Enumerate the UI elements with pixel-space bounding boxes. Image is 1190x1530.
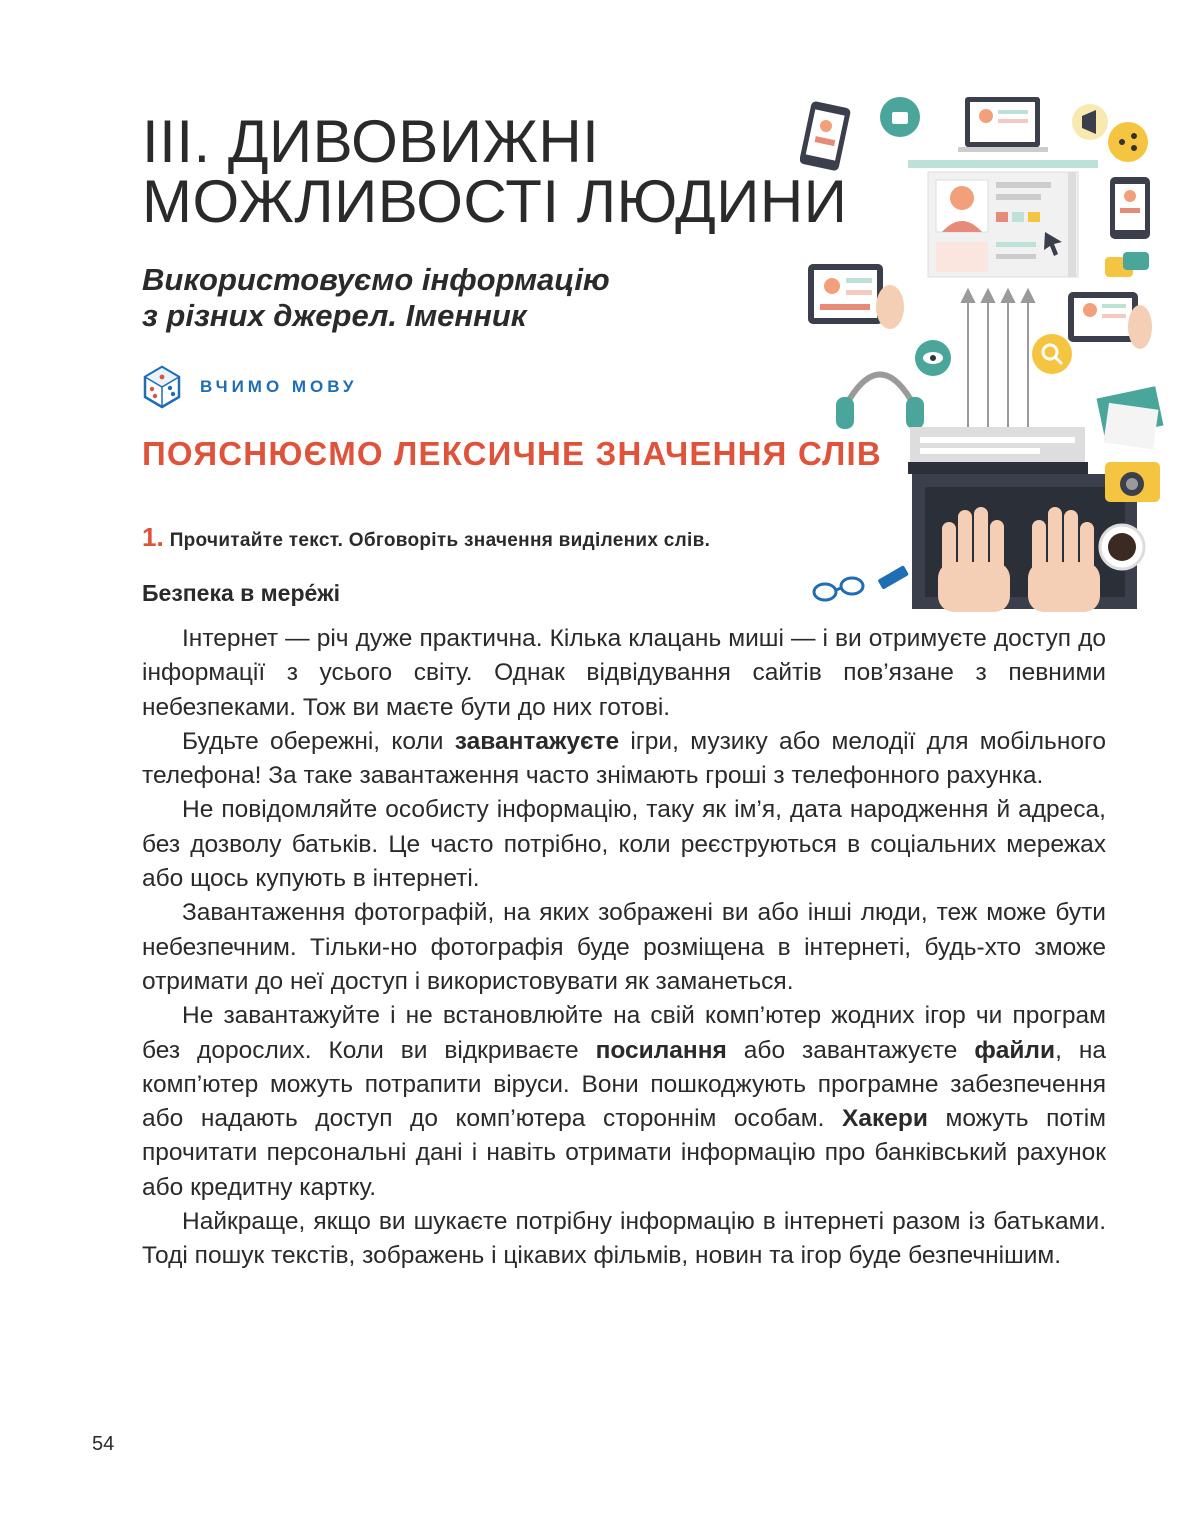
paragraph-text: Будьте обережні, коли [182, 727, 455, 755]
body-paragraph [142, 793, 1106, 896]
dice-icon [142, 365, 182, 409]
web-page-icon [928, 172, 1078, 277]
body-paragraph [142, 896, 1106, 999]
chat-icon [1105, 252, 1149, 277]
chapter-title-line-2: МОЖЛИВОСТІ ЛЮДИНИ [142, 168, 848, 235]
paragraph-text: або завантажуєте [726, 1036, 975, 1064]
tablet-left-icon [808, 264, 904, 329]
tablet-right-icon [1068, 292, 1152, 349]
section-heading: ПОЯСНЮЄМО ЛЕКСИЧНЕ ЗНАЧЕННЯ СЛІВ [142, 435, 882, 472]
section-tag-label: ВЧИМО МОВУ [200, 377, 358, 396]
body-paragraph [142, 622, 1106, 725]
body-paragraph [142, 725, 1106, 794]
task-1 [142, 522, 710, 553]
camera-icon [1105, 462, 1160, 502]
phone-right-icon [1110, 177, 1150, 239]
chapter-title [142, 108, 902, 235]
share-icon [1108, 122, 1148, 162]
highlighted-word: файли [974, 1036, 1056, 1064]
paragraph-text: можуть потім прочитати персональні дані і навіть отримати інформацію про банківський рахунок або кредитну картку. [142, 1105, 1106, 1201]
paragraph-text: Не завантажуйте і не встановлюйте на свій комп’ютер жодних ігор чи програм без дорослих. Коли ви відкриваєте [142, 1002, 1106, 1064]
glasses-icon [814, 578, 863, 600]
task-number: 1. [142, 522, 164, 552]
chapter-subtitle-line-1: Використовуємо інформацію [142, 262, 610, 297]
usb-stick-icon [878, 565, 909, 590]
coffee-icon [1100, 525, 1144, 569]
books-icon [1096, 386, 1163, 449]
internet-devices-illustration [800, 92, 1165, 612]
paragraph-text: Інтернет — річ дуже практична. Кілька клацань миші — і ви отримуєте доступ до інформації з усього світу. Однак відвідування сайтів пов’язане з певними небезпеками. Тож ви маєте бути до них готові. [142, 625, 1106, 721]
laptop-top-icon [958, 97, 1048, 152]
eye-icon [915, 340, 951, 376]
body-paragraph [142, 1205, 1106, 1274]
text-title: Безпека в мере́жі [142, 580, 341, 606]
paragraph-text: ігри, музику або мелодії для мобільного телефона! За таке завантаження часто знімають гроші з телефонного рахунка. [142, 727, 1106, 790]
paragraph-text: Найкраще, якщо ви шукаєте потрібну інформацію в інтернеті разом із батьками. Тоді пошук текстів, зображень і цікавих фільмів, новин та ігор буде безпечнішим. [142, 1208, 1106, 1270]
paragraph-text: , на комп’ютер можуть потрапити віруси. Вони пошкоджують програмне забезпечення або надають доступ до комп’ютера стороннім особам. [142, 1036, 1106, 1133]
phone-top-icon [800, 101, 851, 172]
chapter-subtitle-line-2: з різних джерел. Іменник [142, 298, 527, 333]
chapter-title-line-1: ІІІ. ДИВОВИЖНІ [142, 108, 600, 175]
magnifier-icon [1032, 334, 1072, 374]
chapter-subtitle [142, 262, 782, 334]
paragraph-text: Завантаження фотографій, на яких зображені ви або інші люди, теж може бути небезпечним. Тільки-но фотографія буде розміщена в інтернеті, будь-хто зможе отримати до неї доступ і використовувати як заманеться. [142, 899, 1106, 995]
section-tag [142, 364, 358, 410]
body-paragraph [142, 999, 1106, 1205]
paragraph-text: Не повідомляйте особисту інформацію, таку як ім’я, дата народження й адреса, без дозволу батьків. Це часто потрібно, коли реєструються в соціальних мережах або щось купують в інтернеті. [142, 796, 1106, 893]
headphones-icon [836, 375, 924, 430]
like-icon [880, 97, 920, 137]
highlighted-word: завантажуєте [454, 727, 620, 755]
highlighted-word: посилання [595, 1036, 727, 1064]
highlighted-word: Хакери [842, 1105, 928, 1133]
task-instruction: Прочитайте текст. Обговоріть значення виділених слів. [169, 530, 711, 551]
body-text [142, 622, 1106, 1274]
page-number: 54 [92, 1433, 115, 1455]
megaphone-icon [1072, 104, 1108, 140]
upload-arrows-icon [962, 290, 1034, 432]
